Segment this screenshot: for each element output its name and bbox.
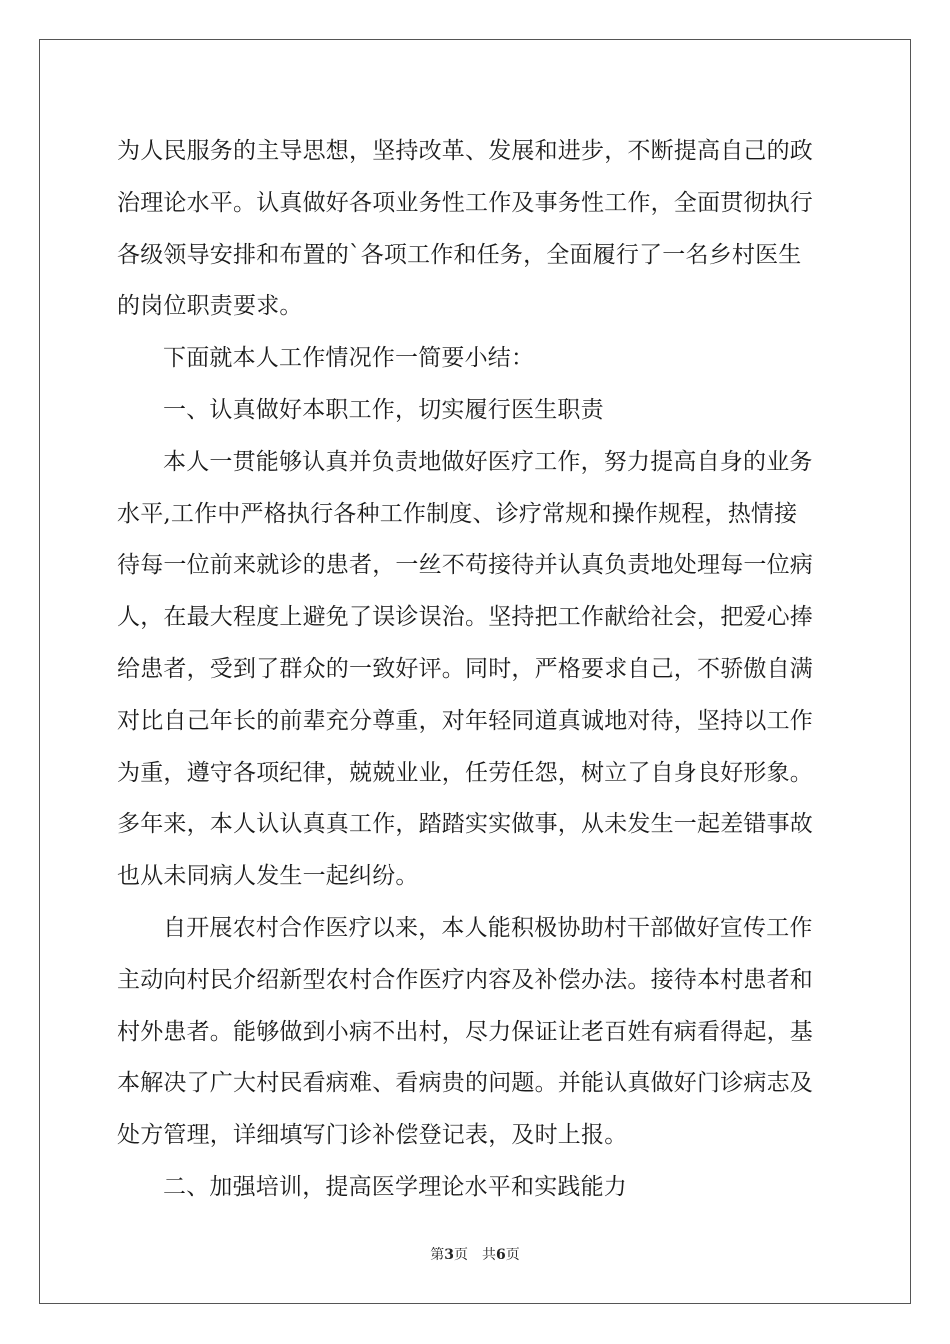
body-line: 给患者，受到了群众的一致好评。同时，严格要求自己，不骄傲自满 [117, 655, 813, 682]
document-body [117, 126, 837, 1214]
body-line: 处方管理，详细填写门诊补偿登记表，及时上报。 [117, 1122, 628, 1149]
body-line: 为人民服务的主导思想，坚持改革、发展和进步，不断提高自己的政 [117, 138, 813, 164]
body-line: 人，在最大程度上避免了误诊误治。坚持把工作献给社会，把爱心捧 [117, 604, 813, 631]
body-line: 治理论水平。认真做好各项业务性工作及事务性工作，全面贯彻执行 [117, 189, 813, 216]
body-line: 为重，遵守各项纪律，兢兢业业，任劳任怨，树立了自身良好形象。 [117, 759, 813, 786]
page-suffix: 页 [454, 1247, 468, 1263]
body-line: 待每一位前来就诊的患者，一丝不苟接待并认真负责地处理每一位病 [117, 552, 813, 579]
body-line: 本解决了广大村民看病难、看病贵的问题。并能认真做好门诊病志及 [117, 1070, 813, 1097]
page-footer [0, 1244, 950, 1264]
body-line: 主动向村民介绍新型农村合作医疗内容及补偿办法。接待本村患者和 [117, 966, 813, 993]
body-line: 下面就本人工作情况作一简要小结： [163, 345, 535, 372]
current-page-number: 3 [444, 1247, 454, 1263]
total-prefix: 共 [482, 1247, 496, 1263]
body-line: 多年来，本人认认真真工作，踏踏实实做事，从未发生一起差错事故 [117, 811, 813, 838]
page-prefix: 第 [430, 1247, 445, 1263]
body-line: 水平,工作中严格执行各种工作制度、诊疗常规和操作规程，热情接 [117, 500, 798, 527]
section-heading: 一、认真做好本职工作，切实履行医生职责 [163, 396, 604, 423]
body-line: 对比自己年长的前辈充分尊重，对年轻同道真诚地对待，坚持以工作 [117, 707, 813, 734]
body-line: 自开展农村合作医疗以来，本人能积极协助村干部做好宣传工作 [163, 914, 813, 941]
body-line: 村外患者。能够做到小病不出村，尽力保证让老百姓有病看得起，基 [117, 1018, 813, 1045]
body-line: 也从未同病人发生一起纠纷。 [117, 863, 419, 890]
total-page-number: 6 [496, 1247, 506, 1263]
total-suffix: 页 [505, 1247, 520, 1263]
section-heading: 二、加强培训，提高医学理论水平和实践能力 [163, 1173, 627, 1200]
body-line: 各级领导安排和布置的`各项工作和任务，全面履行了一名乡村医生 [117, 241, 802, 268]
body-line: 本人一贯能够认真并负责地做好医疗工作，努力提高自身的业务 [163, 448, 813, 475]
body-line: 的岗位职责要求。 [117, 293, 303, 320]
